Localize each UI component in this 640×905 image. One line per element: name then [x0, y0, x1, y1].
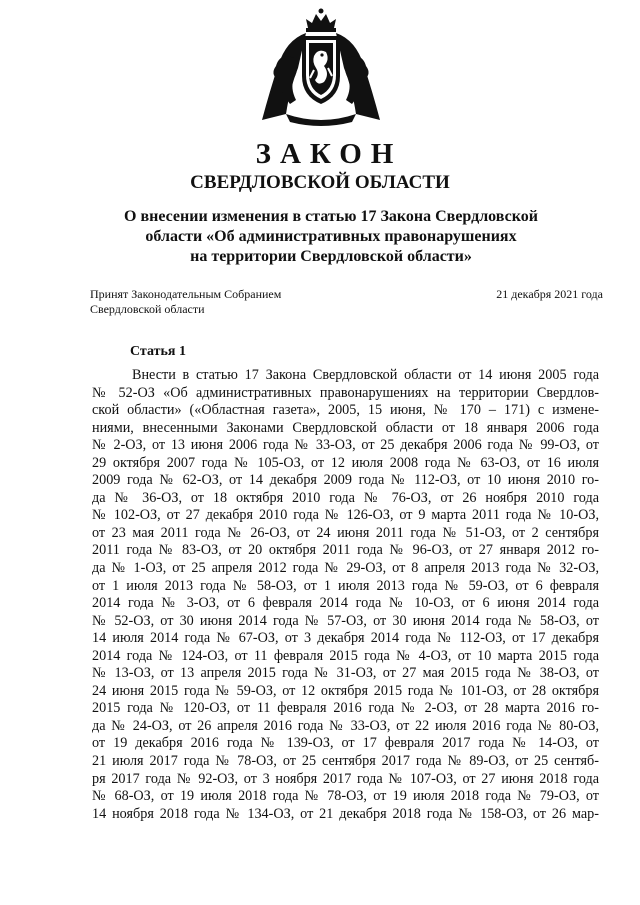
body-line: № 52-ОЗ «Об административных правонарушениях на территории Свердлов-: [92, 384, 599, 401]
adoption-date: 21 декабря 2021 года: [496, 287, 603, 301]
body-line: да № 24-ОЗ, от 26 апреля 2016 года № 33-ОЗ, от 22 июля 2016 года № 80-ОЗ,: [92, 717, 599, 734]
body-line: 29 октября 2007 года № 105-ОЗ, от 12 июля 2008 года № 63-ОЗ, от 16 июля: [92, 454, 599, 471]
article-body: [92, 367, 599, 823]
body-line: 14 ноября 2018 года № 134-ОЗ, от 21 декабря 2018 года № 158-ОЗ, от 26 мар-: [92, 805, 599, 822]
body-line: от 1 июля 2013 года № 58-ОЗ, от 1 июля 2013 года № 59-ОЗ, от 6 февраля: [92, 577, 599, 594]
body-line: от 19 декабря 2016 года № 139-ОЗ, от 17 февраля 2017 года № 14-ОЗ, от: [92, 735, 599, 752]
adopted-by: [90, 287, 281, 317]
body-line: от 23 мая 2011 года № 26-ОЗ, от 24 июня 2011 года № 51-ОЗ, от 2 сентября: [92, 524, 599, 541]
body-line: № 102-ОЗ, от 27 декабря 2010 года № 126-ОЗ, от 9 марта 2011 года № 10-ОЗ,: [92, 507, 599, 524]
body-line: 24 июня 2015 года № 59-ОЗ, от 12 октября 2015 года № 101-ОЗ, от 28 октября: [92, 682, 599, 699]
body-line: 14 июля 2014 года № 67-ОЗ, от 3 декабря 2014 года № 112-ОЗ, от 17 декабря: [92, 630, 599, 647]
body-line: 2009 года № 62-ОЗ, от 14 декабря 2009 года № 112-ОЗ, от 10 июня 2010 го-: [92, 472, 599, 489]
body-line: № 68-ОЗ, от 19 июля 2018 года № 78-ОЗ, от 19 июля 2018 года № 79-ОЗ, от: [92, 788, 599, 805]
adopted-by-line: Свердловской области: [90, 302, 205, 316]
body-line: ря 2017 года № 92-ОЗ, от 3 ноября 2017 года № 107-ОЗ, от 27 июня 2018 года: [92, 770, 599, 787]
body-line: № 13-ОЗ, от 13 апреля 2015 года № 31-ОЗ, от 27 мая 2015 года № 38-ОЗ, от: [92, 665, 599, 682]
adopted-by-line: Принят Законодательным Собранием: [90, 287, 282, 301]
article-heading: Статья 1: [130, 344, 186, 359]
region-title: СВЕРДЛОВСКОЙ ОБЛАСТИ: [190, 172, 450, 193]
body-line: № 2-ОЗ, от 13 июня 2006 года № 33-ОЗ, от 25 декабря 2006 года № 99-ОЗ, от: [92, 437, 599, 454]
body-line: № 52-ОЗ, от 30 июня 2014 года № 57-ОЗ, от 30 июня 2014 года № 58-ОЗ, от: [92, 612, 599, 629]
subject-line: О внесении изменения в статью 17 Закона Свердловской: [124, 208, 538, 225]
body-line: 2014 года № 3-ОЗ, от 6 февраля 2014 года № 10-ОЗ, от 6 июня 2014 года: [92, 595, 599, 612]
body-line: 2015 года № 120-ОЗ, от 11 февраля 2016 года № 2-ОЗ, от 28 марта 2016 го-: [92, 700, 599, 717]
body-line: да № 36-ОЗ, от 18 октября 2010 года № 76-ОЗ, от 26 ноября 2010 года: [92, 489, 599, 506]
body-line: 2011 года № 83-ОЗ, от 20 октября 2011 года № 96-ОЗ, от 27 января 2012 го-: [92, 542, 599, 559]
body-line: 2014 года № 124-ОЗ, от 11 февраля 2015 года № 4-ОЗ, от 10 марта 2015 года: [92, 647, 599, 664]
body-line: да № 1-ОЗ, от 25 апреля 2012 года № 29-ОЗ, от 8 апреля 2013 года № 32-ОЗ,: [92, 560, 599, 577]
body-line: Внести в статью 17 Закона Свердловской области от 14 июня 2005 года: [132, 367, 599, 383]
subject-line: области «Об административных правонарушениях: [145, 228, 517, 245]
body-line: ской области» («Областная газета», 2005, 15 июня, № 170 – 171) с измене-: [92, 402, 599, 419]
subject-line: на территории Свердловской области»: [190, 248, 472, 265]
body-line: ниями, внесенными Законами Свердловской области от 18 января 2006 года: [92, 419, 599, 436]
law-title: ЗАКОН: [255, 138, 403, 170]
body-line: 21 июля 2017 года № 78-ОЗ, от 25 сентября 2017 года № 89-ОЗ, от 25 сентяб-: [92, 753, 599, 770]
coat-of-arms-emblem: [256, 8, 386, 126]
law-subject: [96, 207, 566, 267]
